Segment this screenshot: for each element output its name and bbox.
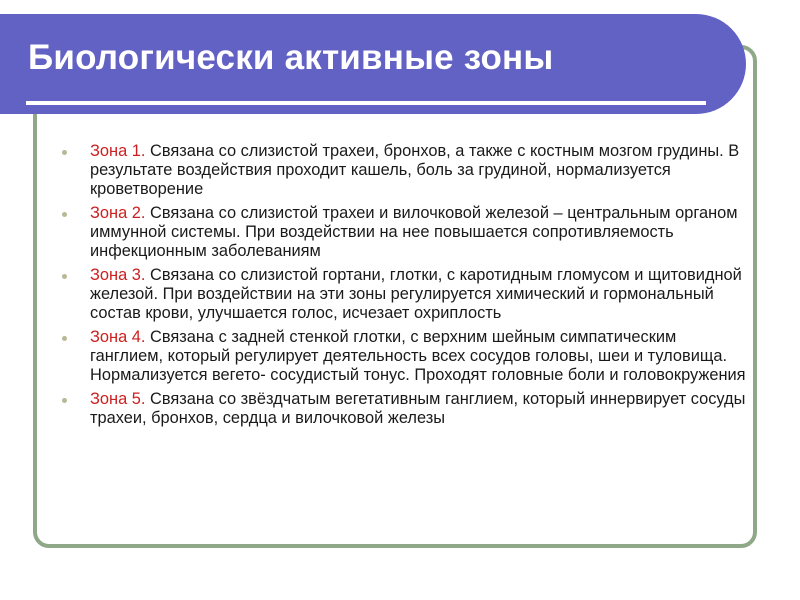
zone-label: Зона 4. [90, 328, 146, 346]
bullet-icon [62, 150, 67, 155]
list-item-zone-1 [62, 142, 752, 199]
slide-title: Биологически активные зоны [28, 38, 554, 77]
bullet-icon [62, 212, 67, 217]
bullet-icon [62, 274, 67, 279]
list-item-zone-3 [62, 266, 752, 323]
zone-label: Зона 2. [90, 204, 146, 222]
zone-description: Связана с задней стенкой глотки, с верхним шейным симпатическим ганглием, который регулирует деятельность всех сосудов головы, шеи и туловища. Нормализуется вегето- сосудистый тонус. Проходят головные боли и головокружения [90, 328, 746, 384]
zone-description: Связана со слизистой гортани, глотки, с каротидным гломусом и щитовидной железой. При воздействии на эти зоны регулируется химический и гормональный состав крови, улучшается голос, исчезает охриплость [90, 266, 742, 322]
zone-list [62, 142, 752, 433]
zone-description: Связана со звёздчатым вегетативным ганглием, который иннервирует сосуды трахеи, бронхов, сердца и вилочковой железы [90, 390, 746, 427]
zone-label: Зона 3. [90, 266, 146, 284]
list-item-zone-2 [62, 204, 752, 261]
zone-description: Связана со слизистой трахеи, бронхов, а также с костным мозгом грудины. В результате воздействия проходит кашель, боль за грудиной, нормализуется кроветворение [90, 142, 740, 198]
bullet-icon [62, 336, 67, 341]
list-item-zone-4 [62, 328, 752, 385]
bullet-icon [62, 398, 67, 403]
zone-description: Связана со слизистой трахеи и вилочковой железой – центральным органом иммунной системы. При воздействии на нее повышается сопротивляемость инфекционным заболеваниям [90, 204, 738, 260]
title-underline [26, 101, 706, 105]
list-item-zone-5 [62, 390, 752, 428]
zone-label: Зона 5. [90, 390, 146, 408]
zone-label: Зона 1. [90, 142, 146, 160]
